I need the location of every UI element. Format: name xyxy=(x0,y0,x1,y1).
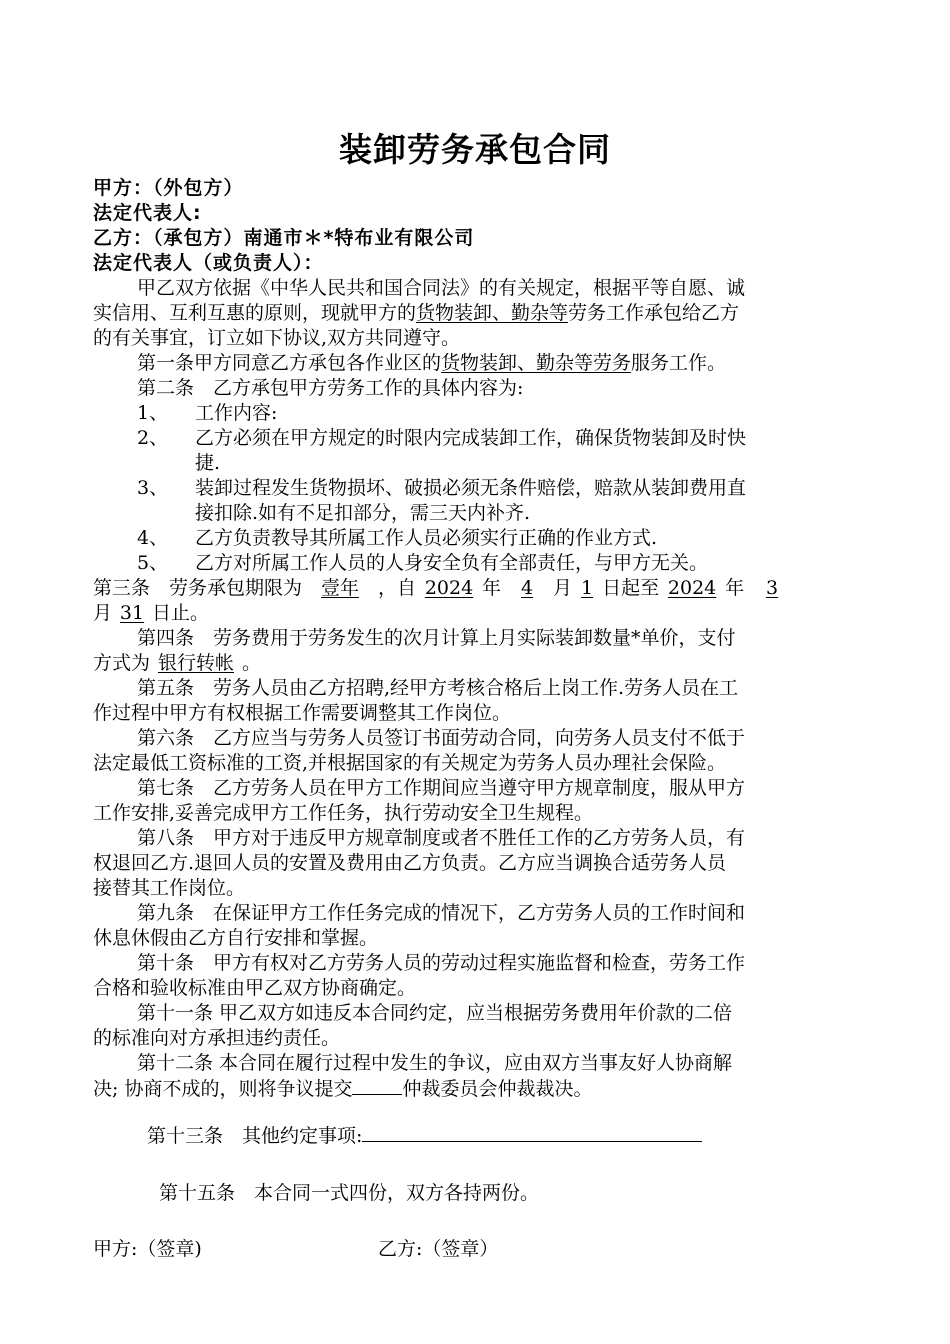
item-5-number: 5、 xyxy=(137,552,169,574)
article-13-label: 第十三条 其他约定事项: xyxy=(147,1125,363,1147)
article-1-text: 第一条甲方同意乙方承包各作业区的 xyxy=(137,352,442,374)
contract-term: 壹年 xyxy=(321,577,360,599)
month-label-2: 月 xyxy=(93,602,113,624)
item-3-cont: 接扣除.如有不足扣部分，需三天内补齐. xyxy=(195,502,531,524)
article-4-cont xyxy=(93,651,863,676)
article-3-cont xyxy=(93,601,863,626)
article-3-end: 日止。 xyxy=(152,602,210,624)
item-3-text: 装卸过程发生货物损坏、破损必须无条件赔偿，赔款从装卸费用直 xyxy=(195,477,747,499)
article-8-cont: 权退回乙方.退回人员的安置及费用由乙方负责。乙方应当调换合适劳务人员 xyxy=(93,852,727,874)
article-4-end: 。 xyxy=(242,652,262,674)
article-3-to: 日起至 xyxy=(602,577,660,599)
article-3-from: ，自 xyxy=(378,577,417,599)
end-year: 2024 xyxy=(667,577,717,599)
start-day: 1 xyxy=(581,577,594,599)
item-5 xyxy=(93,551,907,576)
article-2: 第二条 乙方承包甲方劳务工作的具体内容为: xyxy=(137,377,524,399)
payment-method: 银行转帐 xyxy=(158,652,235,674)
article-8: 第八条 甲方对于违反甲方规章制度或者不胜任工作的乙方劳务人员，有 xyxy=(137,827,746,849)
item-3 xyxy=(93,476,907,501)
item-5-text: 乙方对所属工作人员的人身安全负有全部责任，与甲方无关。 xyxy=(195,552,709,574)
payment-method-label: 方式为 xyxy=(93,652,151,674)
article-3 xyxy=(93,576,863,601)
article-1-post: 服务工作。 xyxy=(631,352,727,374)
article-6: 第六条 乙方应当与劳务人员签订书面劳动合同，向劳务人员支付不低于 xyxy=(137,727,746,749)
year-label-2: 年 xyxy=(725,577,745,599)
article-9-cont: 休息休假由乙方自行安排和掌握。 xyxy=(93,927,379,949)
arbitration-blank xyxy=(352,1076,402,1095)
article-9: 第九条 在保证甲方工作任务完成的情况下，乙方劳务人员的工作时间和 xyxy=(137,902,746,924)
item-2-cont: 捷. xyxy=(195,452,221,474)
intro-line-1: 甲乙双方依据《中华人民共和国合同法》的有关规定，根据平等自愿、诚 xyxy=(137,277,746,299)
party-b-line: 乙方：（承包方）南通市＊*特布业有限公司 xyxy=(93,227,475,249)
party-a-line: 甲方：（外包方） xyxy=(93,177,244,199)
end-day: 31 xyxy=(119,602,145,624)
arbitration-text-post: 仲裁委员会仲裁裁决。 xyxy=(402,1078,593,1100)
article-5: 第五条 劳务人员由乙方招聘,经甲方考核合格后上岗工作.劳务人员在工 xyxy=(137,677,739,699)
article-5-cont: 作过程中甲方有权根据工作需要调整其工作岗位。 xyxy=(93,702,512,724)
signature-party-b: 乙方:（签章） xyxy=(378,1238,499,1260)
legal-rep-line: 法定代表人: xyxy=(93,202,202,224)
article-1-underlined: 货物装卸、勤杂等劳务 xyxy=(441,352,632,374)
month-label: 月 xyxy=(553,577,573,599)
item-3-number: 3、 xyxy=(137,477,169,499)
intro-text: 实信用、互利互惠的原则，现就甲方的 xyxy=(93,302,417,324)
year-label: 年 xyxy=(482,577,502,599)
article-3-text: 第三条 劳务承包期限为 xyxy=(93,577,303,599)
item-2-number: 2、 xyxy=(137,427,169,449)
intro-line-3: 的有关事宜，订立如下协议,双方共同遵守。 xyxy=(93,327,461,349)
article-15: 第十五条 本合同一式四份，双方各持两份。 xyxy=(159,1182,540,1204)
item-2 xyxy=(93,426,907,451)
item-1-number: 1、 xyxy=(137,402,169,424)
item-4 xyxy=(93,526,907,551)
item-4-text: 乙方负责教导其所属工作人员必须实行正确的作业方式. xyxy=(195,527,658,549)
article-12: 第十二条 本合同在履行过程中发生的争议，应由双方当事友好人协商解 xyxy=(137,1052,733,1074)
article-11-cont: 的标准向对方承担违约责任。 xyxy=(93,1027,341,1049)
article-12-cont xyxy=(93,1076,863,1102)
article-8-cont-2: 接替其工作岗位。 xyxy=(93,877,246,899)
article-10-cont: 合格和验收标准由甲乙双方协商确定。 xyxy=(93,977,417,999)
other-terms-blank xyxy=(362,1123,702,1142)
document-title: 装卸劳务承包合同 xyxy=(339,130,611,169)
item-1-text: 工作内容: xyxy=(195,402,278,424)
intro-underlined: 货物装卸、勤杂等 xyxy=(416,302,569,324)
legal-rep-b-line: 法定代表人（或负责人）： xyxy=(93,252,324,274)
intro-line-2 xyxy=(93,301,863,326)
article-7-cont: 工作安排,妥善完成甲方工作任务，执行劳动安全卫生规程。 xyxy=(93,802,594,824)
intro-text-post: 劳务工作承包给乙方 xyxy=(568,302,740,324)
start-month: 4 xyxy=(521,577,534,599)
article-4: 第四条 劳务费用于劳务发生的次月计算上月实际装卸数量*单价，支付 xyxy=(137,627,736,649)
article-6-cont: 法定最低工资标准的工资,并根据国家的有关规定为劳务人员办理社会保险。 xyxy=(93,752,727,774)
item-1 xyxy=(93,401,907,426)
arbitration-text: 决; 协商不成的，则将争议提交 xyxy=(93,1078,353,1100)
start-year: 2024 xyxy=(424,577,474,599)
article-10: 第十条 甲方有权对乙方劳务人员的劳动过程实施监督和检查，劳务工作 xyxy=(137,952,746,974)
item-4-number: 4、 xyxy=(137,527,169,549)
article-1 xyxy=(93,351,907,376)
item-2-text: 乙方必须在甲方规定的时限内完成装卸工作，确保货物装卸及时快 xyxy=(195,427,747,449)
end-month: 3 xyxy=(766,577,779,599)
article-13 xyxy=(93,1123,917,1149)
article-11: 第十一条 甲乙双方如违反本合同约定，应当根据劳务费用年价款的二倍 xyxy=(137,1002,733,1024)
article-7: 第七条 乙方劳务人员在甲方工作期间应当遵守甲方规章制度，服从甲方 xyxy=(137,777,746,799)
signature-party-a: 甲方:（签章) xyxy=(93,1238,202,1260)
